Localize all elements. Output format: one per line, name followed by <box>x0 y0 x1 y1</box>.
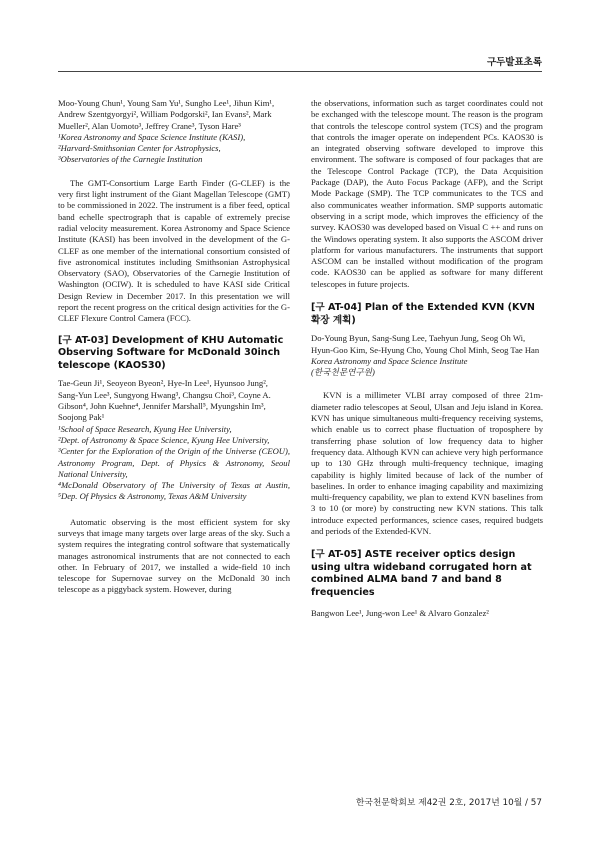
abstract1-body: The GMT-Consortium Large Earth Finder (G-CLEF) is the very first light instrument of the Giant Magellan Telescope (GMT) to be commissioned in 2022. The instrument is a fiber feed, optical band echelle spectrograph that is capable of extremely precise radial velocity measurement. Korea Astronomy and Space Science Institute (KASI) has been involved in the development of the G-CLEF as one member of the international consortium consisted of five astronomical institutes including Smithsonian Astrophysical Observatory (SAO), Observatories of the Carnegie Institution of Washington (OCIW). It is scheduled to have KASI side Critical Design Review in December 2017. In this presentation we will report the recent progress on the critical design activities for the G-CLEF Flexure Control Camera (FCC). <box>58 177 290 324</box>
abstract3-authors: Do-Young Byun, Sang-Sung Lee, Taehyun Jung, Seog Oh Wi, Hyun-Goo Kim, Se-Hyung Cho, Young Chol Minh, Seog Tae Han <box>311 333 540 355</box>
section-header-label: 구두발표초록 <box>486 57 542 68</box>
abstract3-body: KVN is a millimeter VLBI array composed of three 21m-diameter radio telescopes at Seoul, Ulsan and Jeju island in Korea. KVN has unique simultaneous multi-frequency receiving systems, which enable us to correct phase fluctuation of troposphere by transferring phase solution of low frequency data to higher frequency data. Although KVN can achieve very high performance up to 130 GHz through multi-frequency technique, imaging capability is highly limited because of lack of the number of baselines. In order to enhance imaging capability and maximizing multi-frequency capability, we plan to extend KVN baselines from 3 to 10 (or more) by constructing new KVN stations. This talk introduce expected performances, science cases, required budgets and periods of the Extended-KVN. <box>311 390 543 536</box>
abstract3-affiliation-2: (한국천문연구원) <box>311 367 375 378</box>
abstract2-body: Automatic observing is the most efficient system for sky surveys that image many targets over large areas of the sky. Such a system requires the integrating control software that systematically manages astronomical instruments that are not connected to each other. In February of 2017, we installed a wide-field 10 inch telescope for Supernovae survey on the McDonald 30 inch telescope as a piggyback system. However, during <box>58 516 290 595</box>
abstract1-authors: Moo-Young Chun¹, Young Sam Yu¹, Sungho Lee¹, Jihun Kim¹, Andrew Szentgyorgyi², William Podgorski², Ian Evans², Mark Mueller², Alan Uomoto³, Jeffrey Crane³, Tyson Hare³ <box>58 98 275 131</box>
page-footer: 한국천문학회보 제42권 2호, 2017년 10월 / 57 <box>355 798 542 808</box>
abstract2-affiliation-2: ²Dept. of Astronomy & Space Science, Kyung Hee University, <box>58 434 270 445</box>
abstract4-authors: Bangwon Lee¹, Jung-won Lee¹ & Alvaro Gonzalez² <box>311 607 489 618</box>
abstract2-title: [구 AT-03] Development of KHU Automatic Observing Software for McDonald 30inch telescope (KAOS30) <box>58 334 284 371</box>
header-rule <box>58 71 542 72</box>
left-column <box>58 98 290 596</box>
right-column <box>311 98 543 619</box>
abstract1-affiliation-2: ²Harvard-Smithsonian Center for Astrophysics, <box>58 143 221 154</box>
abstract2-affiliation-4: ⁴McDonald Observatory of The University of Texas at Austin, ⁵Dep. Of Physics & Astronomy, Texas A&M University <box>58 480 290 502</box>
abstract4-title: [구 AT-05] ASTE receiver optics design using ultra wideband corrugated horn at combined ALMA band 7 and band 8 frequencies <box>311 549 532 599</box>
abstract2-body-continued: the observations, information such as target coordinates could not be exchanged with the telescope mount. The reason is the program that controls the telescope control system (TCS) and the program that controls the imager operate on independent PCs. KAOS30 is an integrated observing software developed to improve this environment. The software is composed of four packages that are the Telescope Control Package (TCP), the Data Acquisition Package (DAP), the Auto Focus Package (AFP), and the Script Mode Package (SMP). The TCP communicates to the TCS and also communicates weather information. SMP supports automatic observing in a script mode, which improves the efficiency of the survey. KAOS30 was developed based on Visual C ++ and runs on the Windows operating system. It also supports the ASCOM driver platform for various manufacturers. The instruments that support ASCOM can be installed without modification of the program code. KAOS30 can be applied as software for many different telescopes in future projects. <box>311 98 543 289</box>
abstract3-affiliation-1: Korea Astronomy and Space Science Institute <box>311 355 468 366</box>
abstract1-affiliation-1: ¹Korea Astronomy and Space Science Institute (KASI), <box>58 131 246 142</box>
abstract3-title: [구 AT-04] Plan of the Extended KVN (KVN 확장 계획) <box>311 302 535 326</box>
abstract2-affiliation-1: ¹School of Space Research, Kyung Hee University, <box>58 423 232 434</box>
abstract2-affiliation-3: ³Center for the Exploration of the Origin of the Universe (CEOU), Astronomy Program, Dept. of Physics & Astronomy, Seoul National University, <box>58 446 290 479</box>
abstract2-authors: Tae-Geun Ji¹, Seoyeon Byeon², Hye-In Lee¹, Hyunsoo Jung², Sang-Yun Lee³, Sungyong Hwang³, Changsu Choi³, Coyne A. Gibson⁴, John Kuehne⁴, Jennifer Marshall⁵, Myungshin Im³, Soojong Pak¹ <box>58 378 271 423</box>
abstract1-affiliation-3: ³Observatories of the Carnegie Institution <box>58 154 203 165</box>
